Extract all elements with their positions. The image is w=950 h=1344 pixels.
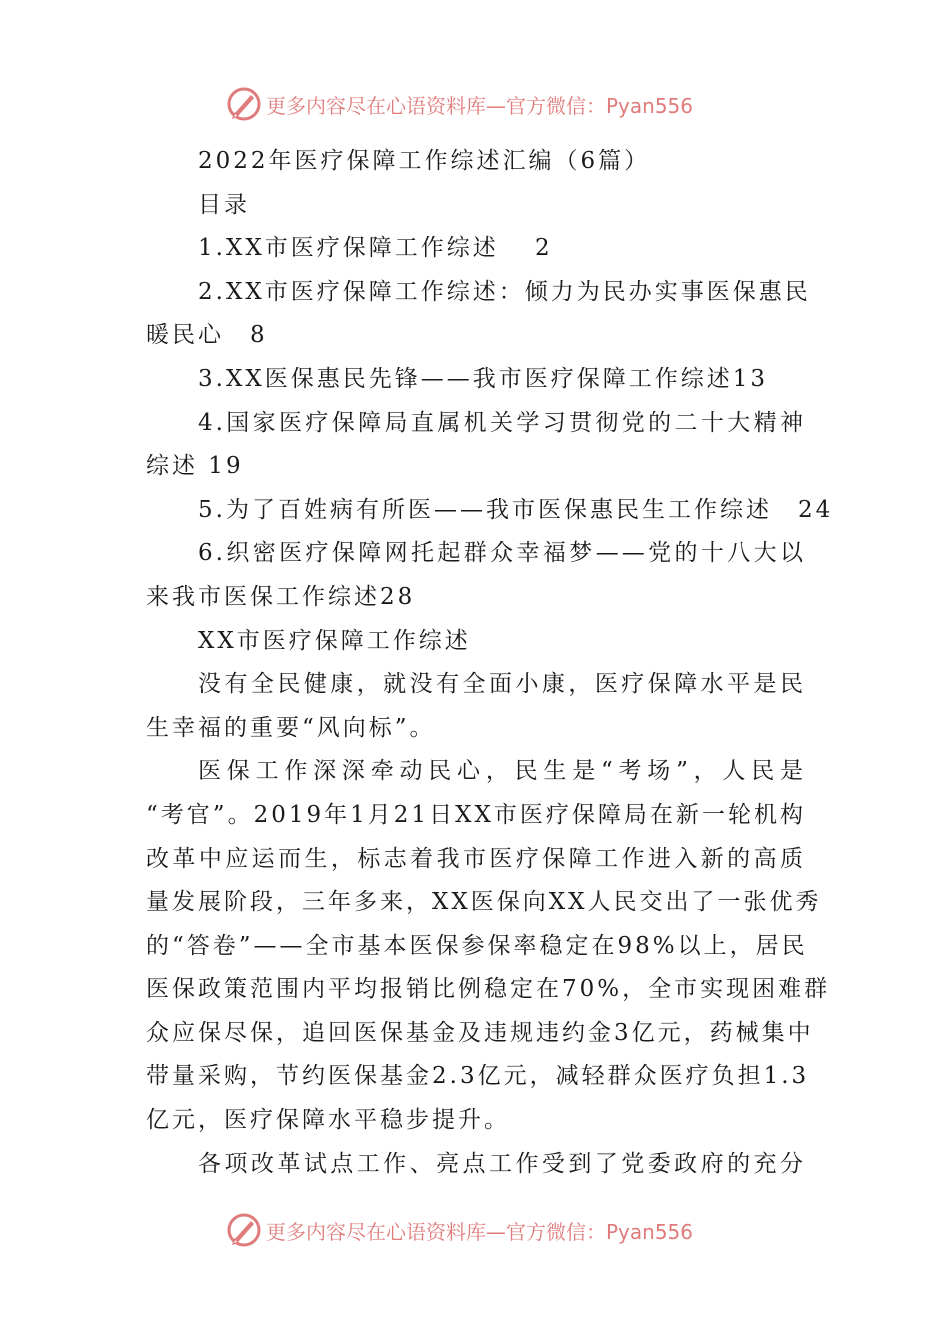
toc-item-4-cont: 综述 19 (146, 453, 244, 480)
toc-item-1: 1.XX市医疗保障工作综述 2 (198, 235, 553, 262)
toc-item-6: 6.织密医疗保障网托起群众幸福梦——党的十八大以 (198, 540, 806, 567)
paragraph-line: 量发展阶段，三年多来，XX医保向XX人民交出了一张优秀 (146, 889, 822, 916)
toc-heading: 目录 (198, 191, 250, 218)
paragraph-line: 没有全民健康，就没有全面小康，医疗保障水平是民 (198, 671, 806, 698)
toc-item-6-cont: 来我市医保工作综述28 (146, 583, 416, 610)
paragraph-line: 亿元，医疗保障水平稳步提升。 (146, 1107, 510, 1134)
toc-item-3: 3.XX医保惠民先锋——我市医疗保障工作综述13 (198, 365, 768, 392)
toc-item-2-cont: 暖民心 8 (146, 322, 268, 349)
watermark-banner-bottom (226, 1210, 746, 1250)
paragraph-line: 生幸福的重要“风向标”。 (146, 714, 436, 741)
paragraph-line: 医保政策范围内平均报销比例稳定在70%，全市实现困难群 (146, 976, 831, 1003)
section-title: XX市医疗保障工作综述 (198, 627, 471, 654)
pen-circle-logo-icon (226, 1212, 262, 1248)
pen-circle-logo-icon (226, 86, 262, 122)
document-body (146, 140, 834, 1186)
paragraph-line: 的“答卷”——全市基本医保参保率稳定在98%以上，居民 (146, 932, 808, 959)
paragraph-line: 改革中应运而生，标志着我市医疗保障工作进入新的高质 (146, 845, 806, 872)
toc-item-5: 5.为了百姓病有所医——我市医保惠民生工作综述 24 (198, 496, 834, 523)
toc-item-4: 4.国家医疗保障局直属机关学习贯彻党的二十大精神 (198, 409, 806, 436)
paragraph-line: 各项改革试点工作、亮点工作受到了党委政府的充分 (198, 1150, 806, 1177)
paragraph-line: 医保工作深深牵动民心，民生是“考场”，人民是 (198, 758, 806, 785)
paragraph-line: 众应保尽保，追回医保基金及违规违约金3亿元，药械集中 (146, 1019, 814, 1046)
paragraph-line: “考官”。2019年1月21日XX市医疗保障局在新一轮机构 (146, 801, 806, 828)
toc-item-2: 2.XX市医疗保障工作综述：倾力为民办实事医保惠民 (198, 278, 811, 305)
watermark-banner-top (226, 84, 746, 124)
watermark-text: 更多内容尽在心语资料库—官方微信：Pyan556 (266, 93, 694, 118)
document-title: 2022年医疗保障工作综述汇编（6篇） (198, 148, 651, 174)
watermark-text: 更多内容尽在心语资料库—官方微信：Pyan556 (266, 1219, 694, 1244)
paragraph-line: 带量采购，节约医保基金2.3亿元，减轻群众医疗负担1.3 (146, 1063, 810, 1090)
